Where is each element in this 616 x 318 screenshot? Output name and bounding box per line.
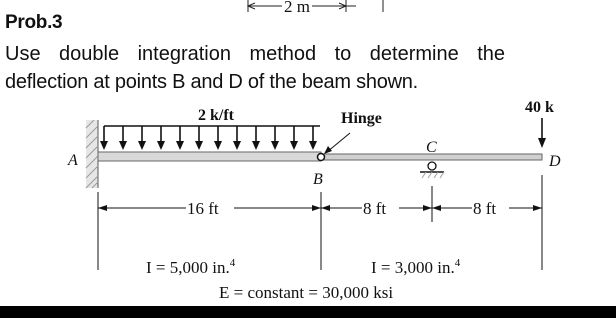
hinge-leader — [324, 133, 350, 154]
inertia-right: I = 3,000 in.$^4$ — [371, 257, 461, 277]
dim-8ft-right: 8 ft — [473, 199, 497, 218]
beam-segment-AB — [98, 152, 321, 161]
hinge-label: Hinge — [341, 110, 382, 127]
fixed-support-A — [86, 120, 98, 188]
label-D: D — [549, 153, 561, 170]
hinge-B — [318, 154, 325, 161]
problem-statement-line-2: deflection at points B and D of the beam shown. — [5, 71, 418, 93]
label-B: B — [313, 171, 323, 188]
problem-title: Prob.3 — [5, 12, 63, 33]
top-ruler — [248, 0, 383, 12]
point-load-label: 40 k — [525, 99, 554, 116]
label-A: A — [68, 152, 78, 169]
inertia-left: I = 5,000 in.$^4$ — [146, 257, 236, 277]
modulus-label: E = constant = 30,000 ksi — [219, 283, 394, 302]
distributed-load — [100, 126, 320, 150]
bottom-bar — [0, 306, 616, 318]
roller-support-C — [420, 162, 444, 178]
dimension-lines — [98, 175, 542, 270]
problem-statement-line-1: Use double integration method to determine the — [5, 43, 505, 65]
dim-16ft: 16 ft — [187, 199, 219, 218]
load-label: 2 k/ft — [198, 107, 234, 124]
label-C: C — [426, 139, 437, 156]
dim-8ft-left: 8 ft — [363, 199, 387, 218]
point-load-D — [538, 118, 546, 148]
ruler-label: 2 m — [284, 0, 310, 16]
